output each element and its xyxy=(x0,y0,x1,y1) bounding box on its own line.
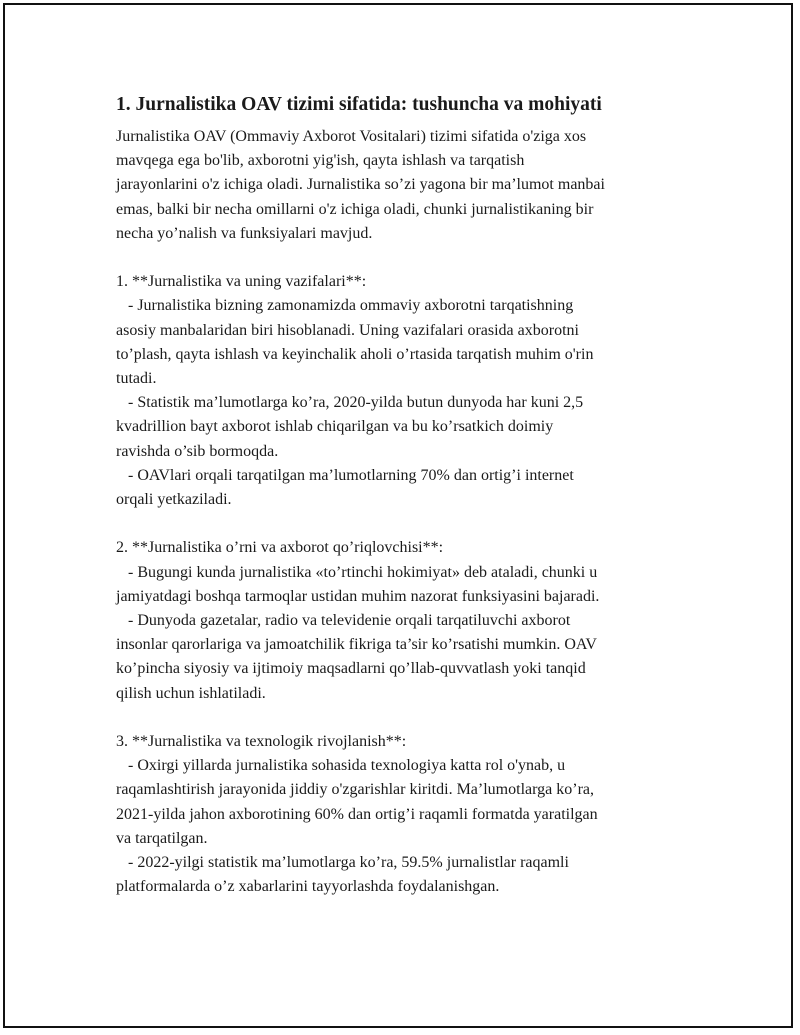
document-title: 1. Jurnalistika OAV tizimi sifatida: tushuncha va mohiyati xyxy=(116,94,602,115)
paragraph-gap xyxy=(116,246,696,270)
bullet-item xyxy=(116,561,696,585)
section-3 xyxy=(116,730,696,899)
bullet-line: - Jurnalistika bizning zamonamizda ommaviy axborotni tarqatishning xyxy=(128,297,574,315)
section-heading: 3. **Jurnalistika va texnologik rivojlanish**: xyxy=(116,733,407,751)
section-2 xyxy=(116,536,696,705)
section-1 xyxy=(116,270,696,512)
bullet-line: qilish uchun ishlatiladi. xyxy=(116,684,266,702)
bullet-line: tutadi. xyxy=(116,370,157,388)
intro-line: mavqega ega bo'lib, axborotni yig'ish, qayta ishlash va tarqatish xyxy=(116,152,525,170)
bullet-line: kvadrillion bayt axborot ishlab chiqarilgan va bu ko’rsatkich doimiy xyxy=(116,418,554,436)
bullet-line: insonlar qarorlariga va jamoatchilik fikriga ta’sir ko’rsatishi mumkin. OAV xyxy=(116,636,597,654)
bullet-line: ravishda o’sib bormoqda. xyxy=(116,442,279,460)
bullet-item xyxy=(116,464,696,488)
section-heading: 1. **Jurnalistika va uning vazifalari**: xyxy=(116,273,367,291)
bullet-line: platformalarda o’z xabarlarini tayyorlashda foydalanishgan. xyxy=(116,878,500,896)
bullet-item xyxy=(116,609,696,633)
bullet-line: - Bugungi kunda jurnalistika «to’rtinchi hokimiyat» deb ataladi, chunki u xyxy=(128,563,598,581)
bullet-line: 2021-yilda jahon axborotining 60% dan ortig’i raqamli formatda yaratilgan xyxy=(116,805,598,823)
intro-line: Jurnalistika OAV (Ommaviy Axborot Vositalari) tizimi sifatida o'ziga xos xyxy=(116,128,587,145)
bullet-line: ko’pincha siyosiy va ijtimoiy maqsadlarni qo’llab-quvvatlash yoki tanqid xyxy=(116,660,586,678)
bullet-line: asosiy manbalaridan biri hisoblanadi. Uning vazifalari orasida axborotni xyxy=(116,321,579,339)
document-body xyxy=(116,92,696,899)
bullet-line: - Dunyoda gazetalar, radio va televidenie orqali tarqatiluvchi axborot xyxy=(128,612,571,630)
section-heading: 2. **Jurnalistika o’rni va axborot qo’riqlovchisi**: xyxy=(116,539,444,557)
bullet-item xyxy=(116,754,696,778)
paragraph-gap xyxy=(116,512,696,536)
bullet-line: - Oxirgi yillarda jurnalistika sohasida texnologiya katta rol o'ynab, u xyxy=(128,757,566,775)
bullet-item xyxy=(116,391,696,415)
bullet-line: raqamlashtirish jarayonida jiddiy o'zgarishlar kiritdi. Ma’lumotlarga ko’ra, xyxy=(116,781,595,799)
intro-line: jarayonlarini o'z ichiga oladi. Jurnalistika so’zi yagona bir ma’lumot manbai xyxy=(116,176,605,194)
bullet-line: to’plash, qayta ishlash va keyinchalik aholi o’rtasida tarqatish muhim o'rin xyxy=(116,345,594,363)
bullet-line: jamiyatdagi boshqa tarmoqlar ustidan muhim nazorat funksiyasini bajaradi. xyxy=(116,587,600,605)
bullet-item xyxy=(116,851,696,875)
bullet-item xyxy=(116,294,696,318)
intro-paragraph xyxy=(116,125,696,246)
intro-line: emas, balki bir necha omillarni o'z ichiga oladi, chunki jurnalistikaning bir xyxy=(116,200,594,218)
paragraph-gap xyxy=(116,706,696,730)
intro-line: necha yo’nalish va funksiyalari mavjud. xyxy=(116,224,373,242)
bullet-line: orqali yetkaziladi. xyxy=(116,491,232,509)
bullet-line: - Statistik ma’lumotlarga ko’ra, 2020-yilda butun dunyoda har kuni 2,5 xyxy=(128,394,584,412)
bullet-line: - 2022-yilgi statistik ma’lumotlarga ko’ra, 59.5% jurnalistlar raqamli xyxy=(128,854,569,872)
bullet-line: - OAVlari orqali tarqatilgan ma’lumotlarning 70% dan ortig’i internet xyxy=(128,466,574,484)
bullet-line: va tarqatilgan. xyxy=(116,829,208,847)
